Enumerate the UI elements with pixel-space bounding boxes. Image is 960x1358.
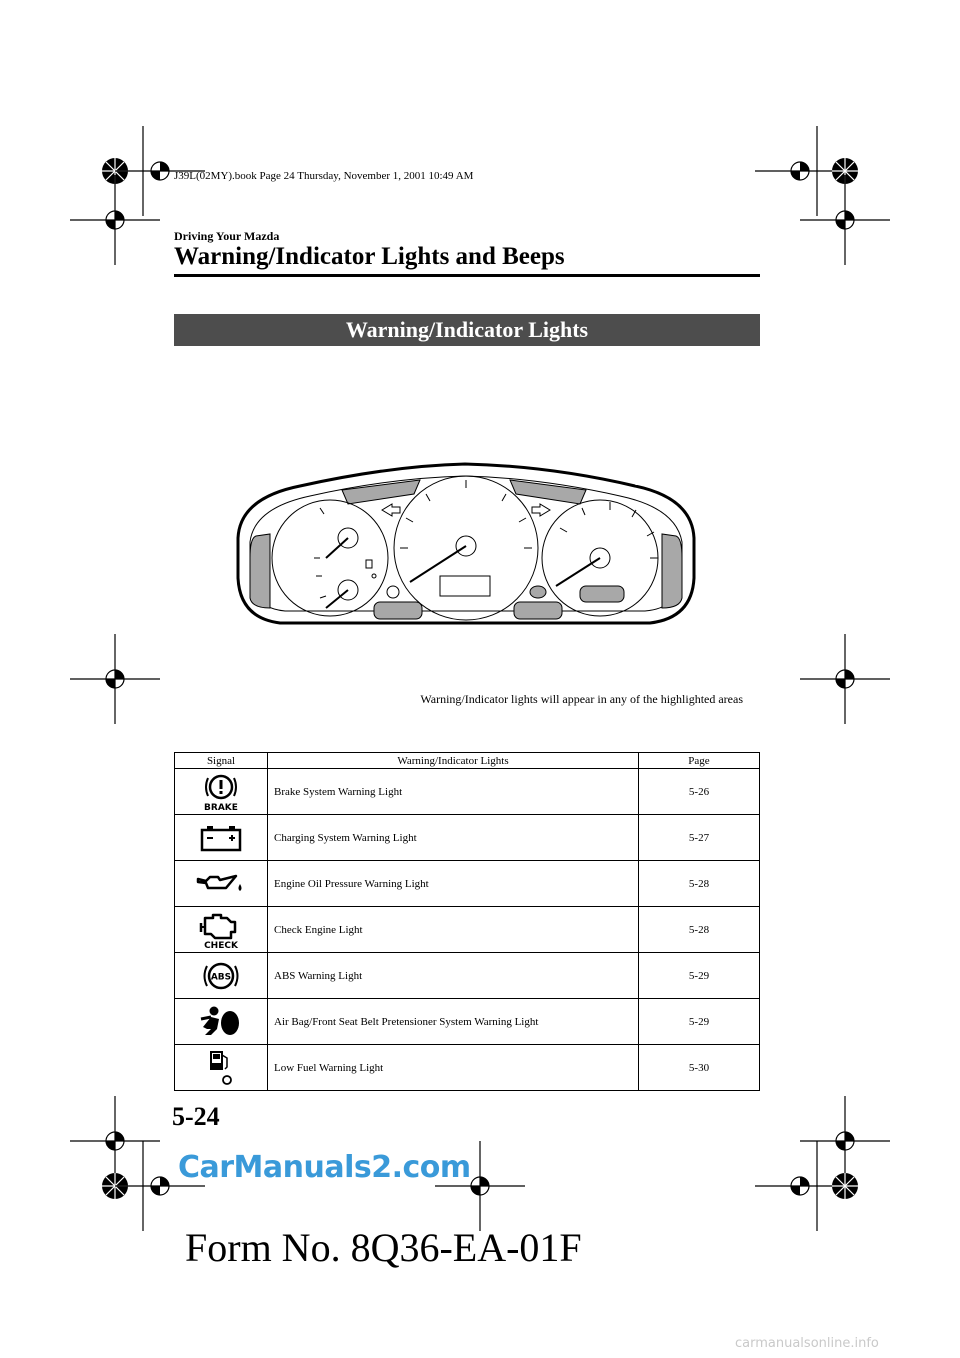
page-ref: 5-28 — [639, 907, 760, 953]
page-ref: 5-29 — [639, 953, 760, 999]
registration-mark — [800, 1141, 890, 1231]
highlight-left — [250, 534, 270, 608]
table-header-row — [175, 753, 760, 769]
crosshair-mark — [800, 175, 890, 265]
page-ref: 5-28 — [639, 861, 760, 907]
table-row — [175, 815, 760, 861]
highlight-right — [662, 534, 682, 608]
light-name: Air Bag/Front Seat Belt Pretensioner System Warning Light — [268, 999, 639, 1045]
svg-text:BRAKE: BRAKE — [204, 802, 238, 812]
header-signal: Signal — [175, 753, 268, 769]
light-name: ABS Warning Light — [268, 953, 639, 999]
table-row — [175, 907, 760, 953]
section-banner: Warning/Indicator Lights — [174, 314, 760, 346]
page-ref: 5-30 — [639, 1045, 760, 1091]
svg-text:ABS: ABS — [210, 972, 232, 982]
table-row — [175, 953, 760, 999]
watermark-logo: CarManuals2.com — [178, 1150, 471, 1185]
title-rule — [174, 274, 760, 277]
check-engine-icon — [197, 910, 245, 950]
light-name: Charging System Warning Light — [268, 815, 639, 861]
svg-text:CHECK: CHECK — [204, 940, 238, 950]
light-name: Check Engine Light — [268, 907, 639, 953]
instrument-cluster-illustration — [230, 458, 700, 634]
oil-can-icon — [196, 871, 246, 897]
crosshair-mark — [70, 634, 160, 724]
figure-caption: Warning/Indicator lights will appear in any of the highlighted areas — [420, 692, 743, 706]
abs-icon — [199, 958, 243, 994]
light-name: Engine Oil Pressure Warning Light — [268, 861, 639, 907]
header-lights: Warning/Indicator Lights — [268, 753, 639, 769]
warning-lights-table — [174, 752, 760, 1091]
battery-icon — [199, 823, 243, 853]
table-row — [175, 999, 760, 1045]
highlight-bottom-left — [374, 602, 422, 619]
light-name: Brake System Warning Light — [268, 769, 639, 815]
crosshair-mark — [800, 634, 890, 724]
highlight-bottom-center — [514, 602, 562, 619]
section-label: Driving Your Mazda — [174, 229, 280, 243]
page-ref: 5-29 — [639, 999, 760, 1045]
light-name: Low Fuel Warning Light — [268, 1045, 639, 1091]
form-number: Form No. 8Q36-EA-01F — [185, 1225, 582, 1270]
site-watermark: carmanualsonline.info — [735, 1336, 879, 1351]
table-row — [175, 1045, 760, 1091]
header-page: Page — [639, 753, 760, 769]
highlight-small — [530, 586, 546, 598]
table-row — [175, 769, 760, 815]
brake-warning-icon — [199, 772, 243, 812]
fuel-pump-icon — [201, 1049, 241, 1087]
page-ref: 5-27 — [639, 815, 760, 861]
highlight-bottom-right — [580, 586, 624, 602]
table-row — [175, 861, 760, 907]
airbag-icon — [197, 1005, 245, 1039]
page-number: 5-24 — [172, 1102, 220, 1131]
page-title: Warning/Indicator Lights and Beeps — [174, 243, 565, 270]
crosshair-mark — [70, 175, 160, 265]
page-ref: 5-26 — [639, 769, 760, 815]
book-info: J39L(02MY).book Page 24 Thursday, November 1, 2001 10:49 AM — [174, 170, 474, 182]
